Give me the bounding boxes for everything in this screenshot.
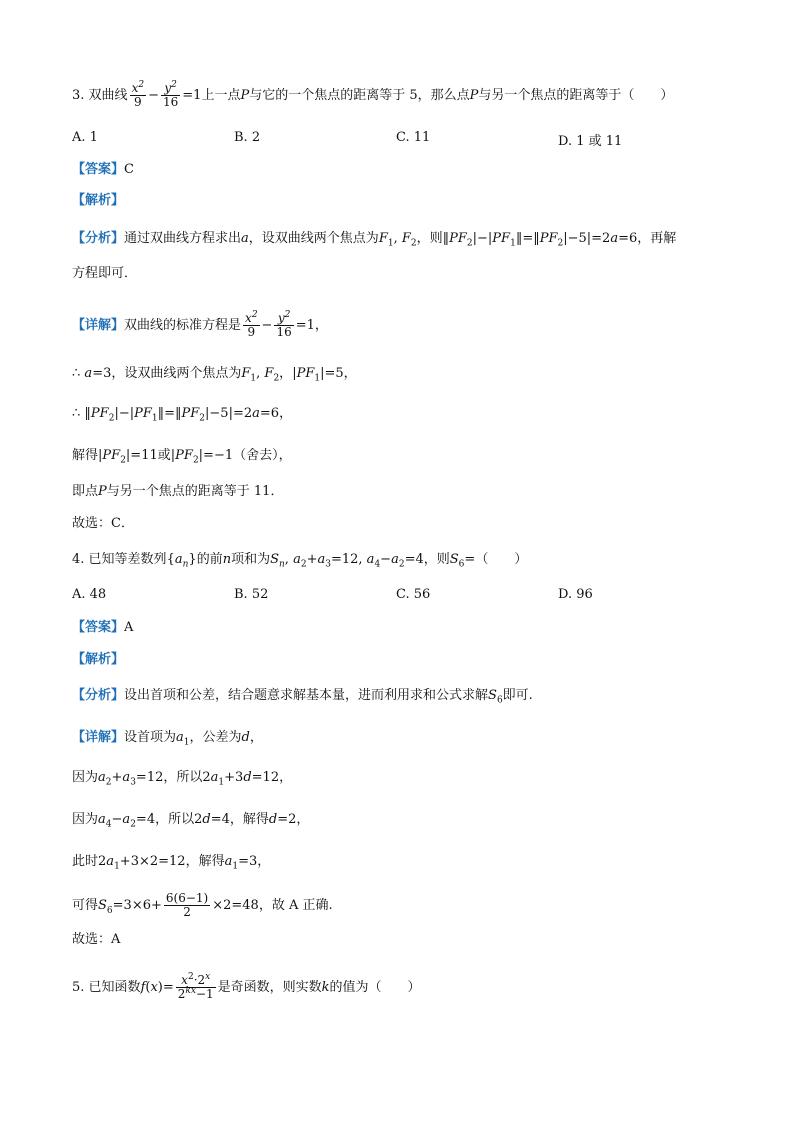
q4-option-d: D. 96	[558, 587, 593, 602]
q4-step-1: 因为$a_2+a_3=12$，所以$2a_1+3d=12$，	[72, 770, 293, 788]
q3-step-b: ∴ $‖PF_2|-|PF_1‖=‖PF_2|-5|=2a=6$，	[72, 406, 293, 424]
q3-option-d: D. 1 或 11	[558, 134, 623, 149]
q3-option-c: C. 11	[396, 130, 431, 145]
q4-choose: 故选：A	[72, 932, 121, 947]
q4-answer: 【答案】A	[72, 620, 134, 635]
q4-step-2: 因为$a_4-a_2=4$，所以2d=4，解得d=2，	[72, 812, 310, 830]
q3-solve: 解得$|PF_2|=11$或$|PF_2|=-1$（舍去），	[72, 448, 292, 466]
q3-conclusion: 即点P与另一个焦点的距离等于 11．	[72, 484, 284, 499]
q3-option-a: A. 1	[72, 130, 98, 145]
q3-option-b: B. 2	[234, 130, 261, 145]
q4-fenxi: 【分析】设出首项和公差，结合题意求解基本量，进而利用求和公式求解$S_6$即可.	[72, 688, 533, 706]
q3-fenxi-line2: 方程即可．	[72, 266, 138, 281]
q3-step-a: ∴ a=3，设双曲线两个焦点为$F_1$, $F_2$，$|PF_1|=5$，	[72, 366, 357, 384]
q5-stem: 5. 已知函数f(x)= $\frac{x^2\cdot 2^x}{2^{kx}-1}$ 是奇函数，则实数k的值为（ ）	[72, 972, 421, 1002]
q3-choose: 故选：C．	[72, 516, 134, 531]
q4-stem: 4. 已知等差数列$\{a_n\}$的前n项和为$S_n$, $a_2+a_3=12$, $a_4-a_2=4$，则$S_6=$（ ）	[72, 552, 528, 570]
q4-analysis-label: 【解析】	[72, 652, 125, 667]
q3-answer: 【答案】C	[72, 162, 134, 177]
fraction-y2-16-detail: $\frac{y^2}{16}$	[276, 310, 292, 340]
q3-analysis-label: 【解析】	[72, 193, 125, 208]
fraction-sum: $\frac{6(6-1)}{2}$	[165, 891, 209, 920]
q4-option-a: A. 48	[72, 587, 107, 602]
fraction-x2-9: $\frac{x^2}{9}$	[131, 80, 145, 110]
fraction-y2-16: $\frac{y^2}{16}$	[162, 80, 179, 110]
q4-result: 可得$S_6=3\times 6+$ $\frac{6(6-1)}{2}$ ×2=48，故 A 正确.	[72, 891, 333, 920]
q4-option-c: C. 56	[396, 587, 431, 602]
q3-detail: 【详解】双曲线的标准方程是 $\frac{x^2}{9}$ − $\frac{y^2}{16}$ =1，	[72, 310, 328, 340]
q4-detail: 【详解】设首项为$a_1$，公差为d，	[72, 730, 263, 748]
q4-option-b: B. 52	[234, 587, 269, 602]
q4-step-3: 此时$2a_1+3\times 2=12$，解得$a_1=3$，	[72, 854, 271, 872]
fraction-function: $\frac{x^2\cdot 2^x}{2^{kx}-1}$	[177, 972, 214, 1002]
fraction-x2-9-detail: $\frac{x^2}{9}$	[245, 310, 258, 340]
q3-stem: 3. 双曲线 $\frac{x^2}{9}$ − $\frac{y^2}{16}$ =1上一点P与它的一个焦点的距离等于 5，那么点P与另一个焦点的距离等于（ ）	[72, 80, 674, 110]
q3-fenxi: 【分析】通过双曲线方程求出a，设双曲线两个焦点为$F_1$, $F_2$，则$‖PF_2|-|PF_1‖=‖PF_2|-5|=2a=6$，再解	[72, 231, 677, 249]
